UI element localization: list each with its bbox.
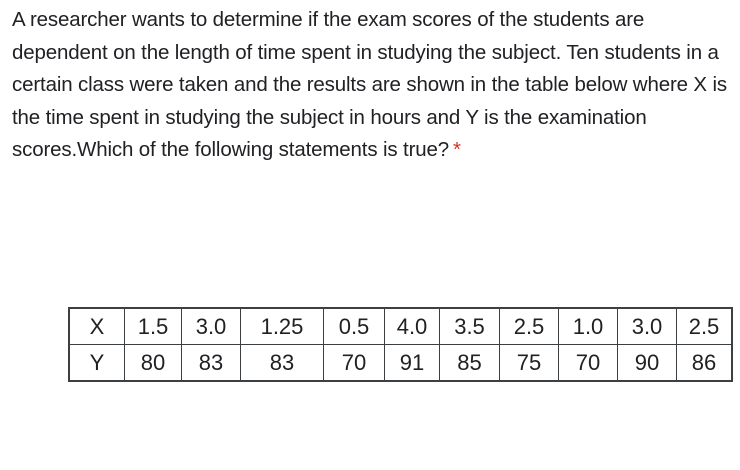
table-cell: 83 [182, 345, 241, 382]
question-text [12, 4, 734, 167]
table-cell: 75 [500, 345, 559, 382]
data-table [68, 307, 733, 382]
table-cell: 2.5 [677, 308, 733, 345]
table-cell: 1.0 [559, 308, 618, 345]
table-cell: 1.5 [125, 308, 182, 345]
table-cell: 1.25 [241, 308, 324, 345]
table-cell: 70 [324, 345, 385, 382]
table-cell: 70 [559, 345, 618, 382]
table-cell: 91 [385, 345, 440, 382]
question-title: A researcher wants to determine if the exam scores of the students are dependent on the length of time spent in studying the subject. Ten students in a certain class were taken and the results are shown in the table below where X is the time spent in studying the subject in hours and Y is the examination scores.Which of the following statements is true? [12, 8, 727, 161]
table-cell: 80 [125, 345, 182, 382]
table-cell: 85 [440, 345, 500, 382]
table-cell: 3.0 [182, 308, 241, 345]
table-row-y [69, 345, 732, 382]
table-cell: 2.5 [500, 308, 559, 345]
table-cell: 0.5 [324, 308, 385, 345]
required-asterisk: * [453, 138, 461, 161]
table-row-x [69, 308, 732, 345]
row-label-x: X [69, 308, 125, 345]
table-cell: 83 [241, 345, 324, 382]
table-cell: 86 [677, 345, 733, 382]
table-cell: 3.5 [440, 308, 500, 345]
table-cell: 90 [618, 345, 677, 382]
table-cell: 4.0 [385, 308, 440, 345]
row-label-y: Y [69, 345, 125, 382]
table-cell: 3.0 [618, 308, 677, 345]
